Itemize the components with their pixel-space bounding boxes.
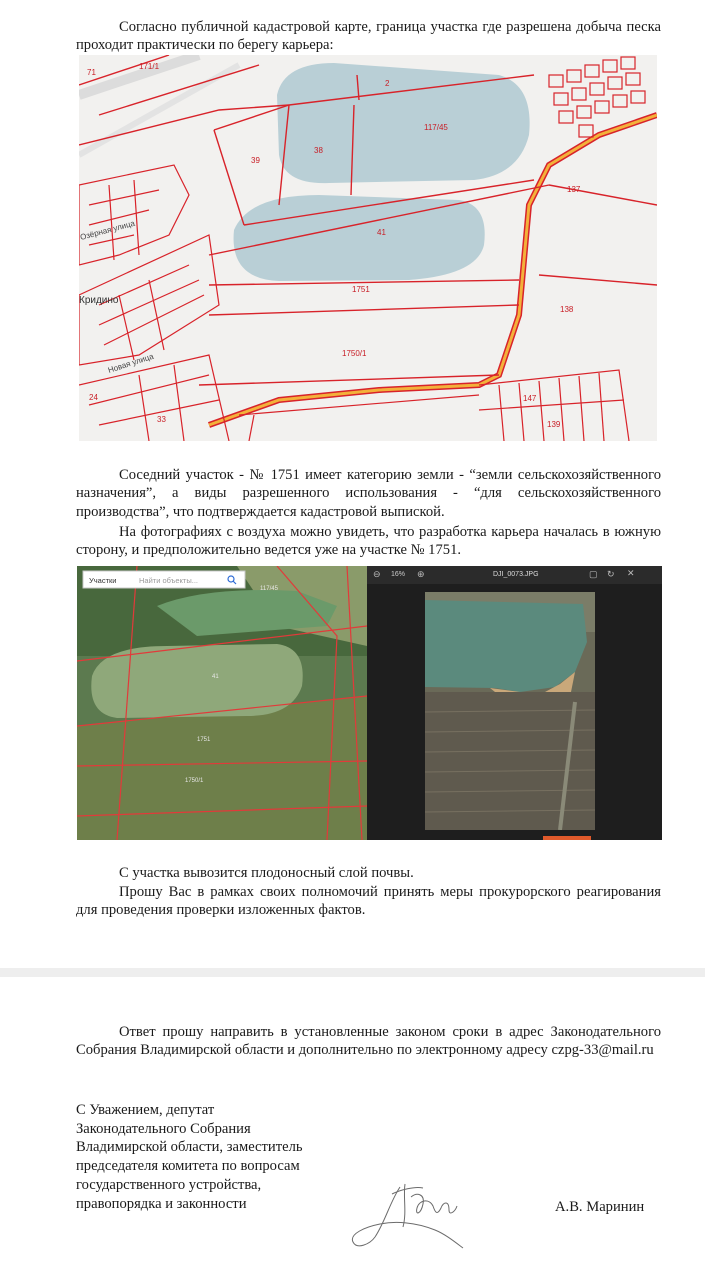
village-label: Кридино — [79, 295, 119, 306]
intro-paragraph: Согласно публичной кадастровой карте, граница участка где разрешена добыча песка проходит практически по берегу карьера: — [76, 19, 661, 54]
parcel-label: 41 — [377, 228, 386, 237]
parcel-label: 38 — [314, 146, 323, 155]
parcel-label: 137 — [567, 185, 581, 194]
file-name: DJI_0073.JPG — [493, 571, 539, 578]
handwritten-signature — [345, 1172, 475, 1257]
drone-photo — [425, 592, 595, 830]
parcel-label: 171/1 — [139, 62, 160, 71]
street-label: Озёрная улица — [79, 218, 136, 242]
close-icon[interactable]: ✕ — [627, 568, 635, 578]
request-paragraph: Прошу Вас в рамках своих полномочий принять меры прокурорского реагирования для проведения проверки изложенных фактов. — [76, 884, 661, 919]
cadastral-map — [79, 55, 657, 441]
page-separator — [0, 968, 705, 977]
pond-north — [277, 63, 530, 183]
search-tab[interactable]: Участки — [89, 576, 117, 585]
fit-icon[interactable]: ▢ — [589, 569, 598, 579]
signatory-name: А.В. Маринин — [555, 1199, 645, 1215]
parcel-label: 71 — [87, 68, 96, 77]
parcel-label: 117/45 — [260, 586, 278, 592]
signature-block — [76, 1101, 303, 1213]
parcel-label: 1750/1 — [342, 349, 367, 358]
photos-paragraph: На фотографиях с воздуха можно увидеть, что разработка карьера началась в южную сторону, и предположительно ведется уже на участке № 1751. — [76, 524, 661, 559]
parcel-label: 147 — [523, 394, 537, 403]
viewer-toolbar — [367, 566, 662, 584]
parcel-label: 1751 — [197, 737, 211, 743]
parcel-label: 1750/1 — [185, 778, 204, 784]
parcel-label: 41 — [212, 674, 219, 680]
signature-line: государственного устройства, — [76, 1176, 262, 1193]
parcel-label: 2 — [385, 79, 390, 88]
signature-line: С Уважением, депутат — [76, 1102, 215, 1118]
viewer-accent-bar — [543, 836, 591, 840]
signature-line: Владимирской области, заместитель — [76, 1139, 303, 1156]
parcel-label: 33 — [157, 415, 166, 424]
signature-line: председателя комитета по вопросам — [76, 1158, 300, 1175]
parcel-label: 1751 — [352, 285, 370, 294]
parcel-label: 39 — [251, 156, 260, 165]
pond-middle — [234, 195, 485, 281]
satellite-map — [77, 566, 367, 840]
parcel-label: 139 — [547, 420, 561, 429]
zoom-level[interactable]: 16% — [391, 571, 406, 578]
signature-line: правопорядка и законности — [76, 1195, 247, 1212]
aerial-images — [77, 566, 662, 840]
photo-viewer — [367, 566, 662, 840]
street-label: Новая улица — [106, 351, 155, 375]
zoom-out-icon[interactable]: ⊖ — [373, 569, 381, 579]
signature-line: Законодательного Собрания — [76, 1120, 251, 1137]
parcel-label: 117/45 — [424, 123, 448, 132]
search-placeholder[interactable]: Найти объекты... — [139, 576, 199, 585]
soil-paragraph: С участка вывозится плодоносный слой почвы. — [119, 865, 414, 881]
parcel-label: 24 — [89, 393, 98, 402]
rotate-icon[interactable]: ↻ — [607, 569, 615, 579]
neighbor-paragraph: Соседний участок - № 1751 имеет категорию земли - “земли сельскохозяйственного назначения”, а виды разрешенного использования - “для сельскохозяйственного производства”, что подтверждается кадастровой выпиской. — [76, 467, 661, 520]
answer-paragraph: Ответ прошу направить в установленные законом сроки в адрес Законодательного Собрания Владимирской области и дополнительно по электронному адресу czpg-33@mail.ru — [76, 1024, 661, 1059]
zoom-in-icon[interactable]: ⊕ — [417, 569, 425, 579]
parcel-label: 138 — [560, 305, 574, 314]
